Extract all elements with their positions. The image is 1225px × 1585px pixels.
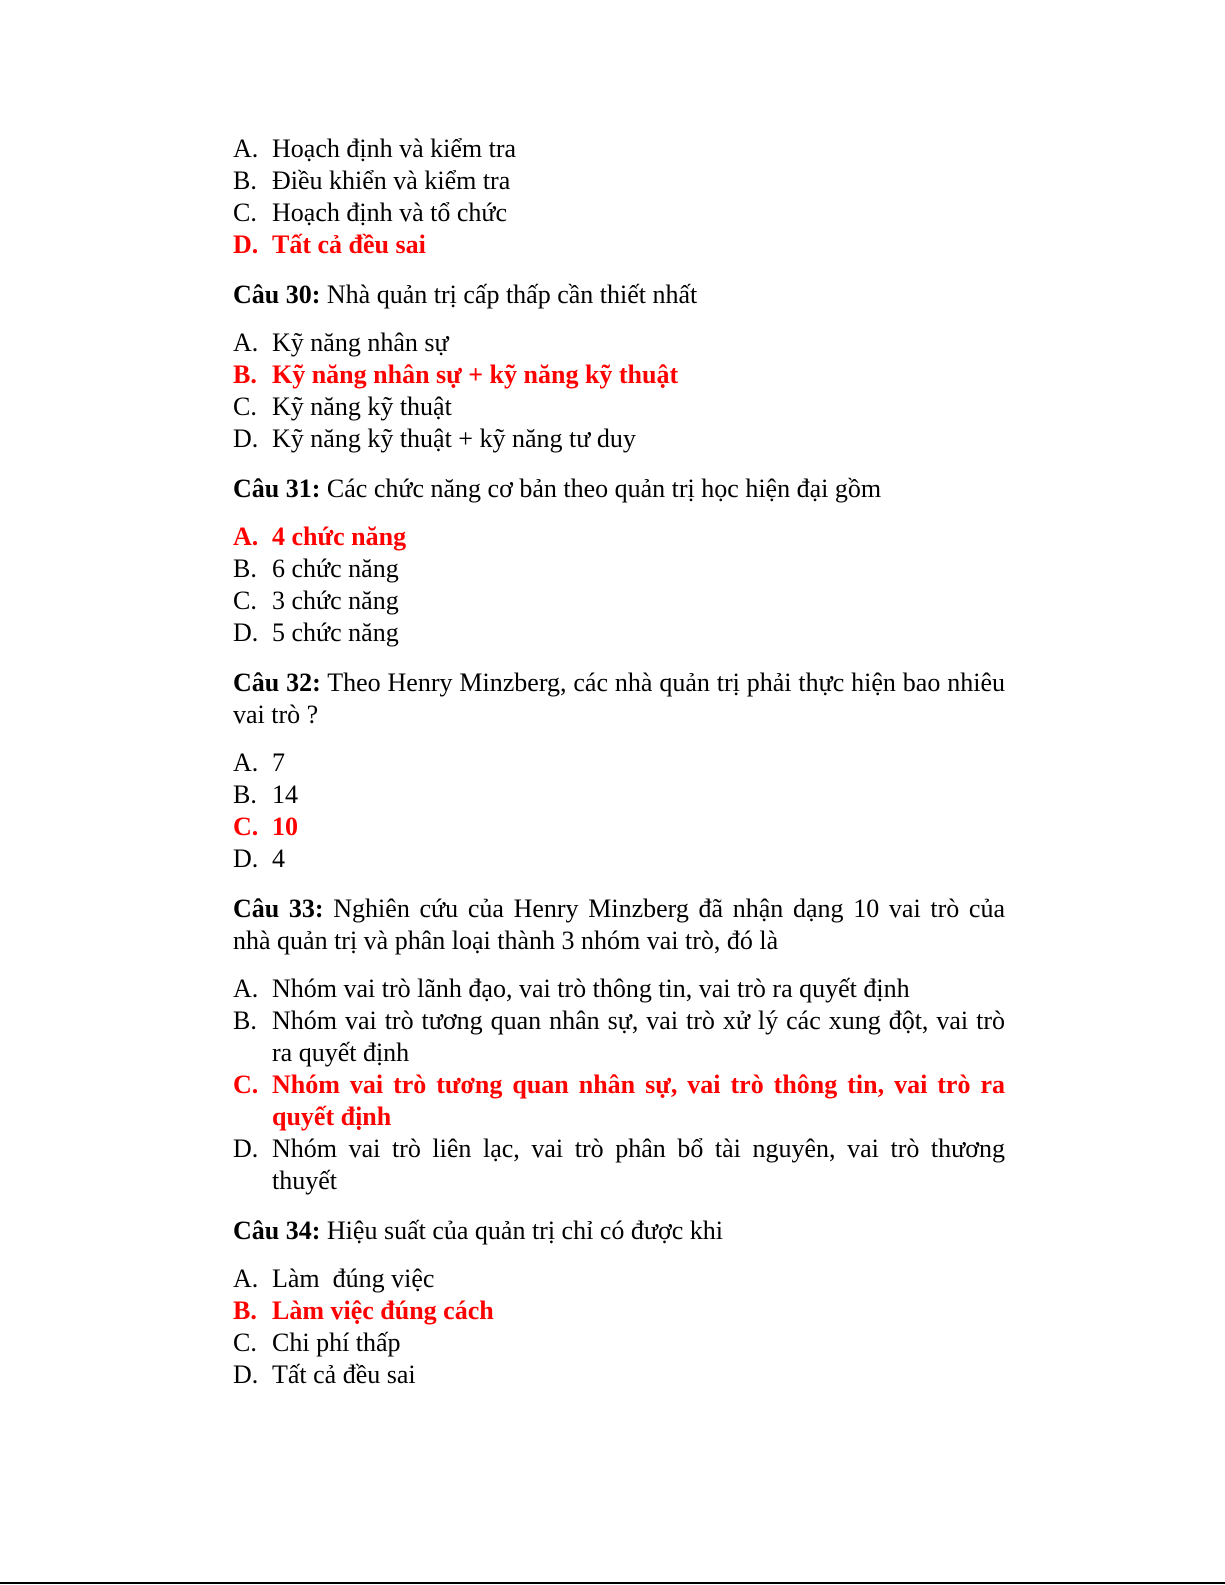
option-d: D. 4 <box>233 844 285 873</box>
option-a: A. Nhóm vai trò lãnh đạo, vai trò thông tin, vai trò ra quyết định <box>233 974 910 1003</box>
option-b: B. Điều khiển và kiểm tra <box>233 166 511 195</box>
quiz-page <box>233 133 1005 1409</box>
option-a: A. Hoạch định và kiểm tra <box>233 134 517 163</box>
option-d: D. Kỹ năng kỹ thuật + kỹ năng tư duy <box>233 424 636 453</box>
question-31: Câu 31: Các chức năng cơ bản theo quản trị học hiện đại gồm <box>233 474 882 503</box>
option-a: A. Làm đúng việc <box>233 1264 435 1293</box>
options-list-q33 <box>233 973 1005 1197</box>
option-b: B. 6 chức năng <box>233 554 399 583</box>
question-32: Câu 32: Theo Henry Minzberg, các nhà quản trị phải thực hiện bao nhiêu vai trò ? <box>233 668 1005 729</box>
option-a: A. 7 <box>233 748 285 777</box>
option-c: C. Chi phí thấp <box>233 1328 401 1357</box>
option-c: C. Hoạch định và tổ chức <box>233 198 508 227</box>
option-c-correct: C. 10 <box>233 812 298 841</box>
option-d: D. Nhóm vai trò liên lạc, vai trò phân bổ tài nguyên, vai trò thương thuyết <box>233 1134 1005 1195</box>
option-d: D. 5 chức năng <box>233 618 399 647</box>
option-d-correct: D. Tất cả đều sai <box>233 230 426 259</box>
option-b: B. Nhóm vai trò tương quan nhân sự, vai trò xử lý các xung đột, vai trò ra quyết định <box>233 1006 1005 1067</box>
option-c: C. Kỹ năng kỹ thuật <box>233 392 452 421</box>
options-list-q31 <box>233 521 1005 649</box>
option-a: A. Kỹ năng nhân sự <box>233 328 449 357</box>
options-list-q30 <box>233 327 1005 455</box>
option-c-correct: C. Nhóm vai trò tương quan nhân sự, vai trò thông tin, vai trò ra quyết định <box>233 1070 1005 1131</box>
option-b-correct: B. Kỹ năng nhân sự + kỹ năng kỹ thuật <box>233 360 679 389</box>
page-bottom-rule <box>0 1582 1225 1584</box>
question-34: Câu 34: Hiệu suất của quản trị chỉ có được khi <box>233 1216 723 1245</box>
options-list-q34 <box>233 1263 1005 1391</box>
option-d: D. Tất cả đều sai <box>233 1360 416 1389</box>
option-b-correct: B. Làm việc đúng cách <box>233 1296 494 1325</box>
question-30: Câu 30: Nhà quản trị cấp thấp cần thiết nhất <box>233 280 698 309</box>
option-c: C. 3 chức năng <box>233 586 399 615</box>
options-list-q32 <box>233 747 1005 875</box>
options-list-q29 <box>233 133 1005 261</box>
question-33: Câu 33: Nghiên cứu của Henry Minzberg đã nhận dạng 10 vai trò của nhà quản trị và phân loại thành 3 nhóm vai trò, đó là <box>233 894 1005 955</box>
option-a-correct: A. 4 chức năng <box>233 522 407 551</box>
option-b: B. 14 <box>233 780 298 809</box>
